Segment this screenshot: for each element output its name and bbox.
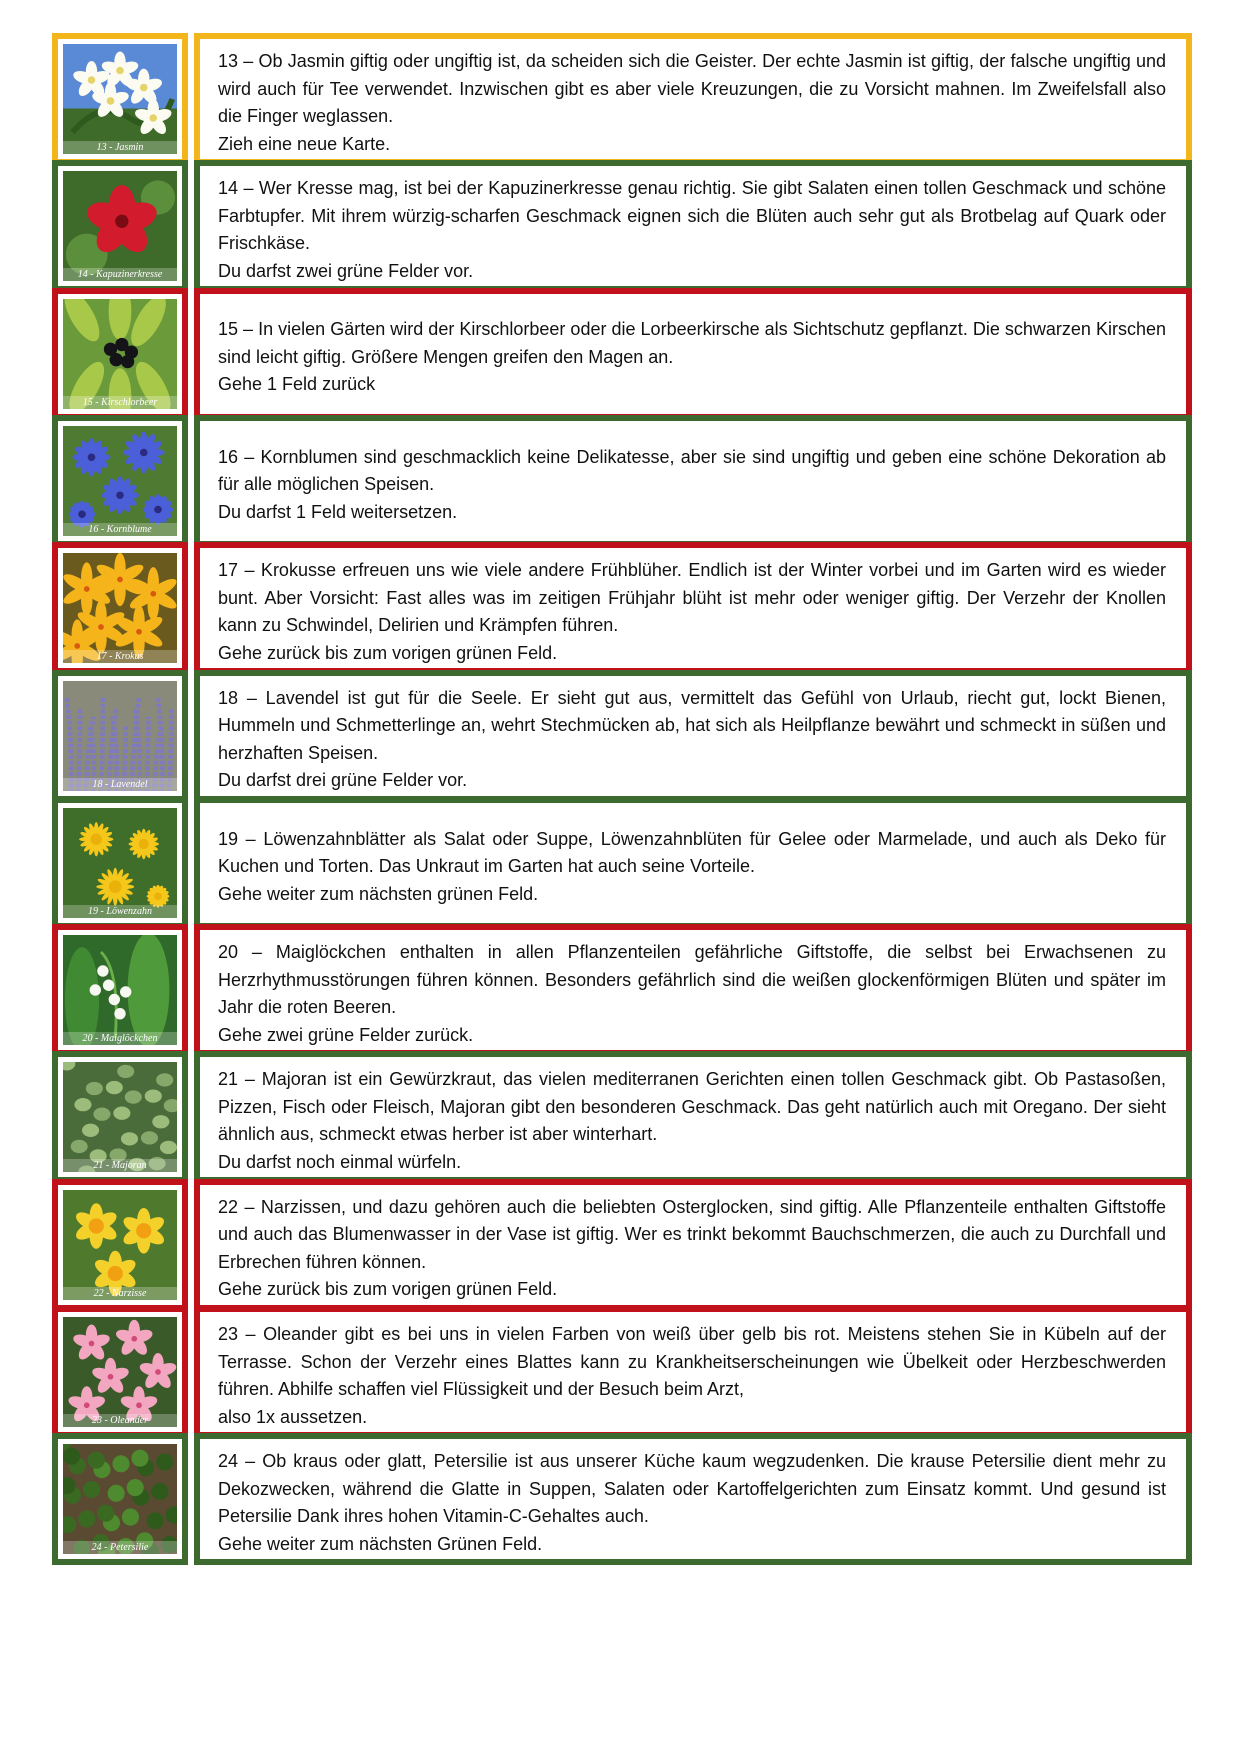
- card-action: Du darfst 1 Feld weitersetzen.: [218, 501, 458, 522]
- game-card-15: [52, 288, 1192, 420]
- card-action: Gehe zurück bis zum vorigen grünen Feld.: [218, 1279, 558, 1300]
- card-action: Gehe weiter zum nächsten grünen Feld.: [218, 883, 539, 904]
- card-description: 22 – Narzissen, und dazu gehören auch die beliebten Osterglocken, sind giftig. Alle Pflanzenteile enthalten Giftstoffe und auch das Blumenwasser in der Vase ist giftig. Wer es trinkt bekommt Bauchschmerzen, die auch zu Durchfall und Erbrechen führen können.: [218, 1196, 1166, 1272]
- oleander-photo: [63, 1317, 177, 1427]
- card-thumbnail: [52, 1306, 188, 1438]
- card-action: also 1x aussetzen.: [218, 1406, 368, 1427]
- game-card-16: [52, 415, 1192, 547]
- card-description: 24 – Ob kraus oder glatt, Petersilie ist aus unserer Küche kaum wegzudenken. Die krause Petersilie dient mehr zu Dekozwecken, während die Glatte in Suppen, Salaten oder Kartoffelgerichten zum Einsatz kommt. Und gesund ist Petersilie Dank ihres hohen Vitamin-C-Gehaltes auch.: [218, 1451, 1166, 1527]
- thumbnail-caption: 22 - Narzisse: [63, 1287, 177, 1300]
- card-description: 21 – Majoran ist ein Gewürzkraut, das vielen mediterranen Gerichten einen tollen Geschmack gibt. Ob Pastasoßen, Pizzen, Fisch oder Fleisch, Majoran gibt den besonderen Geschmack. Das geht natürlich auch mit Oregano. Der sieht ähnlich aus, schmeckt etwas herber ist aber winterhart.: [218, 1069, 1166, 1145]
- game-card-17: [52, 542, 1192, 674]
- lavender-photo: [63, 681, 177, 791]
- card-thumbnail: [52, 542, 188, 674]
- card-text-box: [194, 415, 1192, 547]
- card-description: 16 – Kornblumen sind geschmacklich keine Delikatesse, aber sie sind ungiftig und geben eine schöne Dekoration ab für alle möglichen Speisen.: [218, 446, 1166, 495]
- card-description: 13 – Ob Jasmin giftig oder ungiftig ist, da scheiden sich die Geister. Der echte Jasmin ist giftig, der falsche ungiftig und wird auch für Tee verwendet. Inzwischen gibt es aber viele Kreuzungen, die zu Vorsicht mahnen. Im Zweifelsfall also die Finger weglassen.: [218, 51, 1166, 126]
- thumbnail-caption: 19 - Löwenzahn: [63, 905, 177, 918]
- thumbnail-caption: 24 - Petersilie: [63, 1541, 177, 1554]
- card-action: Gehe zwei grüne Felder zurück.: [218, 1024, 474, 1045]
- card-text-box: [194, 1179, 1192, 1311]
- game-card-19: [52, 797, 1192, 929]
- card-text-box: [194, 924, 1192, 1056]
- card-thumbnail: [52, 924, 188, 1056]
- game-card-14: [52, 160, 1192, 292]
- thumbnail-caption: 16 - Kornblume: [63, 523, 177, 536]
- card-text-box: [194, 542, 1192, 674]
- card-action: Zieh eine neue Karte.: [218, 133, 391, 154]
- card-description: 19 – Löwenzahnblätter als Salat oder Suppe, Löwenzahnblüten für Gelee oder Marmelade, und auch als Deko für Kuchen und Torten. Das Unkraut im Garten hat auch seine Vorteile.: [218, 828, 1166, 877]
- nasturtium-flower-photo: [63, 171, 177, 281]
- thumbnail-caption: 13 - Jasmin: [63, 141, 177, 154]
- card-action: Du darfst noch einmal würfeln.: [218, 1151, 462, 1172]
- card-description: 14 – Wer Kresse mag, ist bei der Kapuzinerkresse genau richtig. Sie gibt Salaten einen tollen Geschmack und schöne Farbtupfer. Mit ihrem würzig-scharfen Geschmack eignen sich die Blüten auch sehr gut als Brotbelag auf Quark oder Frischkäse.: [218, 178, 1166, 254]
- lily-of-the-valley-photo: [63, 935, 177, 1045]
- card-description: 23 – Oleander gibt es bei uns in vielen Farben von weiß über gelb bis rot. Meistens stehen Sie in Kübeln auf der Terrasse. Schon der Verzehr eines Blattes kann zu Krankheitserscheinungen wie Übelkeit oder Herzbeschwerden führen. Abhilfe schaffen viel Flüssigkeit und der Besuch beim Arzt,: [218, 1324, 1166, 1399]
- card-description: 17 – Krokusse erfreuen uns wie viele andere Frühblüher. Endlich ist der Winter vorbei und im Garten wird es wieder bunt. Aber Vorsicht: Fast alles was im zeitigen Frühjahr blüht ist mehr oder weniger giftig. Der Verzehr der Knollen kann zu Schwindel, Delirien und Krämpfen führen.: [218, 560, 1166, 636]
- card-action: Gehe 1 Feld zurück: [218, 374, 376, 395]
- card-action: Gehe zurück bis zum vorigen grünen Feld.: [218, 642, 558, 663]
- thumbnail-caption: 18 - Lavendel: [63, 778, 177, 791]
- thumbnail-caption: 14 - Kapuzinerkresse: [63, 268, 177, 281]
- thumbnail-caption: 20 - Maiglöckchen: [63, 1032, 177, 1045]
- card-text-box: [194, 1306, 1192, 1438]
- game-card-21: [52, 1051, 1192, 1183]
- card-text-box: [194, 797, 1192, 929]
- card-thumbnail: [52, 288, 188, 420]
- jasmine-flower-photo: [63, 44, 177, 154]
- game-card-22: [52, 1179, 1192, 1311]
- card-thumbnail: [52, 415, 188, 547]
- card-action: Gehe weiter zum nächsten Grünen Feld.: [218, 1533, 543, 1554]
- card-thumbnail: [52, 33, 188, 165]
- marjoram-photo: [63, 1062, 177, 1172]
- card-text-box: [194, 288, 1192, 420]
- cherry-laurel-photo: [63, 299, 177, 409]
- card-thumbnail: [52, 1179, 188, 1311]
- game-card-18: [52, 670, 1192, 802]
- thumbnail-caption: 21 - Majoran: [63, 1159, 177, 1172]
- crocus-photo: [63, 553, 177, 663]
- card-description: 15 – In vielen Gärten wird der Kirschlorbeer oder die Lorbeerkirsche als Sichtschutz gepflanzt. Die schwarzen Kirschen sind leicht giftig. Größere Mengen greifen den Magen an.: [218, 319, 1166, 367]
- thumbnail-caption: 15 - Kirschlorbeer: [63, 396, 177, 409]
- dandelion-photo: [63, 808, 177, 918]
- card-thumbnail: [52, 797, 188, 929]
- game-card-20: [52, 924, 1192, 1056]
- card-text-box: [194, 1433, 1192, 1565]
- card-description: 20 – Maiglöckchen enthalten in allen Pflanzenteilen gefährliche Giftstoffe, die selbst bei Erwachsenen zu Herzrhythmusstörungen führen können. Besonders gefährlich sind die weißen glockenförmigen Blüten und später im Jahr die roten Beeren.: [218, 942, 1166, 1018]
- game-card-24: [52, 1433, 1192, 1565]
- thumbnail-caption: 23 - Oleander: [63, 1414, 177, 1427]
- daffodil-photo: [63, 1190, 177, 1300]
- card-text-box: [194, 33, 1192, 165]
- card-thumbnail: [52, 1433, 188, 1565]
- card-text-box: [194, 1051, 1192, 1183]
- card-text-box: [194, 160, 1192, 292]
- card-thumbnail: [52, 670, 188, 802]
- game-card-23: [52, 1306, 1192, 1438]
- card-thumbnail: [52, 160, 188, 292]
- cornflower-photo: [63, 426, 177, 536]
- card-action: Du darfst drei grüne Felder vor.: [218, 770, 468, 790]
- thumbnail-caption: 17 - Krokus: [63, 650, 177, 663]
- card-action: Du darfst zwei grüne Felder vor.: [218, 260, 474, 281]
- card-description: 18 – Lavendel ist gut für die Seele. Er sieht gut aus, vermittelt das Gefühl von Urlaub, riecht gut, lockt Bienen, Hummeln und Schmetterlinge an, wehrt Stechmücken ab, hat sich als Heilpflanze bewährt und schmeckt in süßen und herzhaften Speisen.: [218, 687, 1166, 763]
- card-text-box: [194, 670, 1192, 802]
- card-thumbnail: [52, 1051, 188, 1183]
- game-card-13: [52, 33, 1192, 165]
- parsley-photo: [63, 1444, 177, 1554]
